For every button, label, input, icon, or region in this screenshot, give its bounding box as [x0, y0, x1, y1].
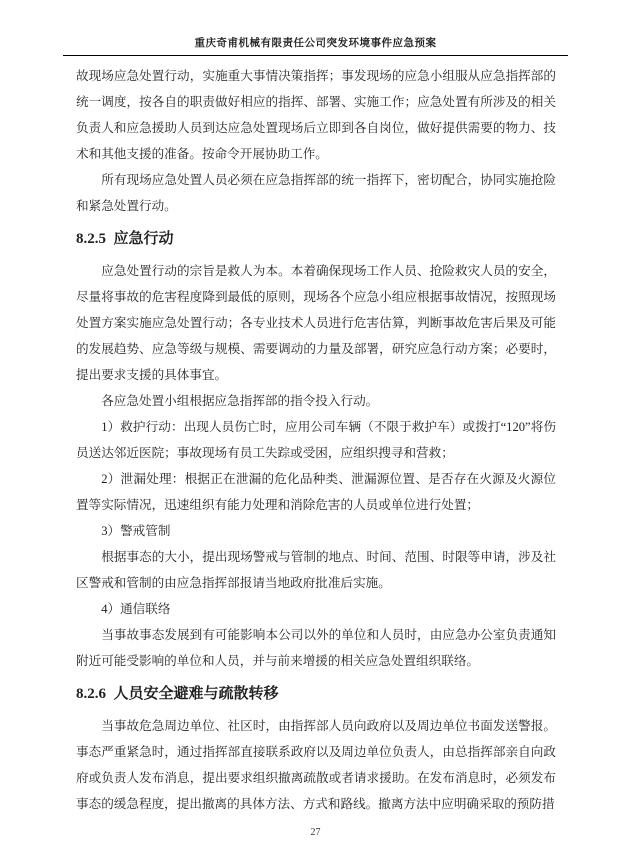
paragraph: 应急处置行动的宗旨是救人为本。本着确保现场工作人员、抢险救灾人员的安全，尽量将事故的危害程度降到最低的原则，现场各个应急小组应根据事故情况，按照现场处置方案实施应急处置行动；各专业技术人员进行危害估算，判断事故危害后果及可能的发展趋势、应急等级与规模、需要调动的力量及部署，研究应急行动方案；必要时，提出要求支援的具体事宜。: [76, 264, 556, 382]
paragraph: 根据事态的大小，提出现场警戒与管制的地点、时间、范围、时限等申请，涉及社区警戒和管制的由应急指挥部报请当地政府批准后实施。: [76, 550, 556, 590]
paragraph: 当事故危急周边单位、社区时，由指挥部人员向政府以及周边单位书面发送警报。事态严重紧急时，通过指挥部直接联系政府以及周边单位负责人，由总指挥部亲自向政府或负责人发布消息，提出要求组织撤离疏散或者请求援助。在发布消息时，必须发布事态的缓急程度，提出撤离的具体方法、方式和路线。撤离方法中应明确采取的预防措: [76, 719, 556, 811]
header-title: 重庆奇甫机械有限责任公司突发环境事件应急预案: [194, 38, 437, 49]
document-header: [0, 0, 631, 56]
paragraph: 所有现场应急处置人员必须在应急指挥部的统一指挥下，密切配合，协同实施抢险和紧急处置行动。: [76, 173, 556, 213]
section-title: 应急行动: [113, 231, 174, 247]
section-number: 8.2.5: [76, 231, 106, 247]
section-title: 人员安全避难与疏散转移: [113, 686, 279, 702]
section-number: 8.2.6: [76, 686, 106, 702]
list-item-rescue-action: 1）救护行动：出现人员伤亡时，应用公司车辆（不限于救护车）或拨打“120”将伤员送达邻近医院；事故现场有员工失踪或受困，应组织搜寻和营救；: [76, 420, 556, 460]
paragraph-continuation: 故现场应急处置行动，实施重大事情决策指挥；事发现场的应急小组服从应急指挥部的统一调度，按各自的职责做好相应的指挥、部署、实施工作；应急处置有所涉及的相关负责人和应急援助人员到达应急处置现场后立即到各自岗位，做好提供需要的物力、技术和其他支援的准备。按命令开展协助工作。: [76, 69, 556, 161]
page-number: 27: [310, 827, 321, 838]
list-item-cordon-control: 3）警戒管制: [101, 524, 171, 538]
paragraph: 各应急处置小组根据应急指挥部的指令投入行动。: [101, 394, 379, 408]
section-heading-8-2-6: [76, 681, 556, 707]
list-item-leak-handling: 2）泄漏处理：根据正在泄漏的危化品种类、泄漏源位置、是否存在火源及火源位置等实际情况，迅速组织有能力处理和消除危害的人员或单位进行处置；: [76, 472, 556, 512]
document-body: [76, 63, 556, 817]
list-item-communication: 4）通信联络: [101, 602, 171, 616]
section-heading-8-2-5: [76, 226, 556, 252]
header-rule: [63, 55, 568, 56]
paragraph: 当事故事态发展到有可能影响本公司以外的单位和人员时，由应急办公室负责通知附近可能受影响的单位和人员，并与前来增援的相关应急处置组织联络。: [76, 628, 556, 668]
